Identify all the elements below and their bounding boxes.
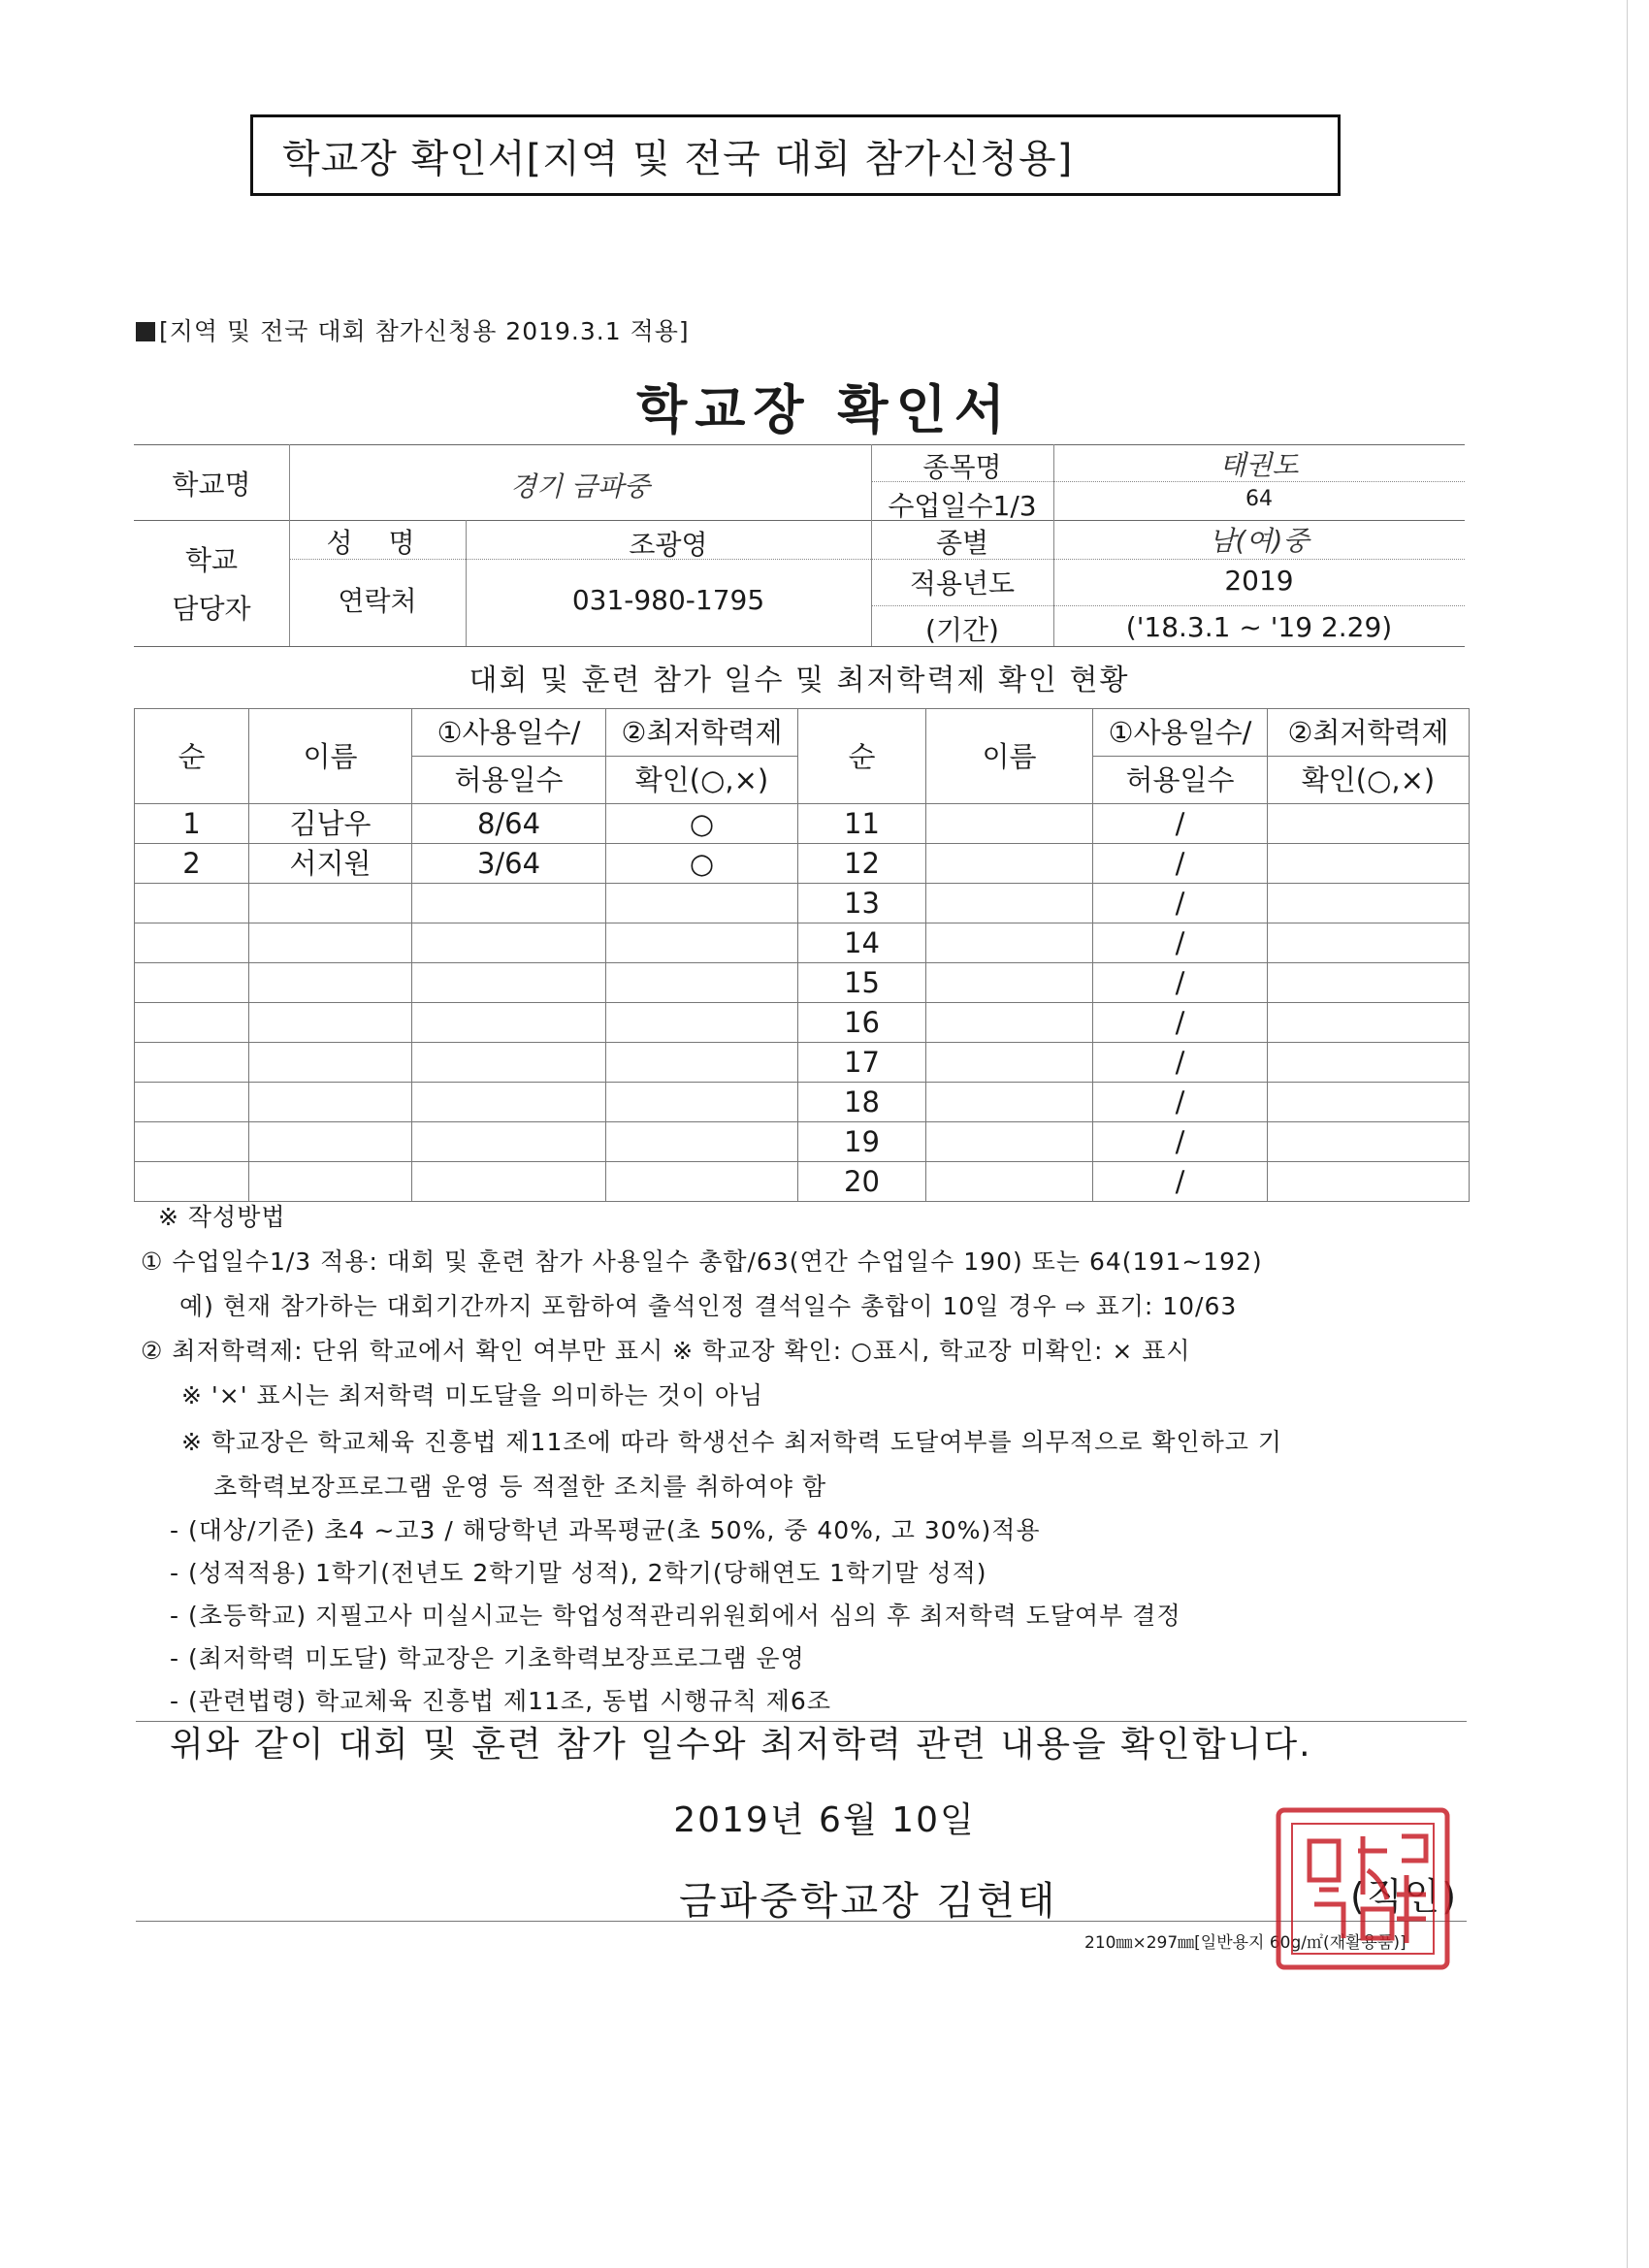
header-days-sub: 허용일수 (1093, 757, 1268, 804)
row-name (926, 884, 1093, 923)
row-seq: 1 (135, 804, 249, 844)
year-label: 적용년도 (909, 567, 1016, 599)
header-check-sub: 확인(○,×) (1268, 757, 1470, 804)
table-row (135, 963, 1470, 1003)
row-name (926, 963, 1093, 1003)
row-check (1268, 923, 1470, 963)
row-check: ○ (606, 844, 798, 884)
row-check (606, 1083, 798, 1122)
info-line (134, 646, 1465, 647)
school-value: 경기 금파중 (509, 470, 651, 502)
row-seq (135, 1122, 249, 1162)
principal-signature: 금파중학교장 김현태 (679, 1879, 1058, 1924)
participation-table (134, 708, 1470, 1202)
row-name (926, 804, 1093, 844)
row-days: / (1093, 963, 1268, 1003)
row-name (926, 1043, 1093, 1083)
row-name (249, 1043, 412, 1083)
row-days (412, 1162, 606, 1202)
row-check (1268, 884, 1470, 923)
note-line: - (최저학력 미도달) 학교장은 기초학력보장프로그램 운영 (170, 1644, 805, 1672)
row-name (249, 923, 412, 963)
row-seq (135, 1043, 249, 1083)
row-seq: 14 (798, 923, 926, 963)
apply-note-text: [지역 및 전국 대회 참가신청용 2019.3.1 적용] (159, 317, 690, 345)
row-check (1268, 1003, 1470, 1043)
note-line: - (대상/기준) 초4 ~고3 / 해당학년 과목평균(초 50%, 중 40%, 고 30%)적용 (170, 1516, 1041, 1544)
row-seq: 20 (798, 1162, 926, 1202)
separator-line (136, 1921, 1467, 1922)
name-label: 성 명 (326, 527, 429, 559)
row-days: 3/64 (412, 844, 606, 884)
row-days (412, 923, 606, 963)
note-line: - (성적적용) 1학기(전년도 2학기말 성적), 2학기(당해연도 1학기말 성적) (170, 1559, 987, 1587)
paper-spec: 210㎜×297㎜[일반용지 60g/㎡(재활용품)] (1084, 1933, 1406, 1953)
info-block (134, 444, 1465, 646)
row-name (926, 1122, 1093, 1162)
header-check-sub: 확인(○,×) (606, 757, 798, 804)
row-seq: 16 (798, 1003, 926, 1043)
row-seq: 2 (135, 844, 249, 884)
table-row (135, 923, 1470, 963)
square-bullet-icon (136, 322, 155, 341)
row-seq (135, 1162, 249, 1202)
header-seq: 순 (798, 709, 926, 804)
header-check: ②최저학력제 (1268, 709, 1470, 757)
row-name (249, 884, 412, 923)
manager-label-1: 학교 (184, 544, 239, 576)
official-seal-stamp (1271, 1802, 1455, 1975)
row-seq: 12 (798, 844, 926, 884)
row-days: / (1093, 1162, 1268, 1202)
row-name (249, 1122, 412, 1162)
row-seq (135, 1003, 249, 1043)
row-name (249, 1003, 412, 1043)
row-check (606, 1122, 798, 1162)
document-date: 2019년 6월 10일 (673, 1800, 976, 1840)
header-days: ①사용일수/ (1093, 709, 1268, 757)
confirmation-text: 위와 같이 대회 및 훈련 참가 일수와 최저학력 관련 내용을 확인합니다. (170, 1725, 1312, 1765)
table-row (135, 804, 1470, 844)
table-row (135, 1003, 1470, 1043)
info-dotted-line (871, 605, 1465, 606)
row-name (249, 1083, 412, 1122)
official-seal-label: (직인) (1350, 1875, 1459, 1918)
row-days: / (1093, 1083, 1268, 1122)
note-line: ② 최저학력제: 단위 학교에서 확인 여부만 표시 ※ 학교장 확인: ○표시, 학교장 미확인: × 표시 (141, 1337, 1191, 1365)
row-seq: 15 (798, 963, 926, 1003)
year-value: 2019 (1224, 565, 1294, 597)
row-days: 8/64 (412, 804, 606, 844)
row-days: / (1093, 804, 1268, 844)
name-value: 조광영 (629, 529, 708, 561)
period-value: ('18.3.1 ~ '19 2.29) (1125, 611, 1393, 643)
row-name (926, 844, 1093, 884)
row-days (412, 884, 606, 923)
header-days: ①사용일수/ (412, 709, 606, 757)
row-days: / (1093, 1043, 1268, 1083)
row-check (1268, 1162, 1470, 1202)
row-days: / (1093, 844, 1268, 884)
row-name (249, 1162, 412, 1202)
table-header-row-1 (135, 709, 1470, 757)
header-name: 이름 (926, 709, 1093, 804)
row-check (606, 923, 798, 963)
document-title: 학교장 확인서 (636, 379, 1013, 440)
note-line: - (관련법령) 학교체육 진흥법 제11조, 동법 시행규칙 제6조 (170, 1687, 831, 1715)
row-check (606, 1043, 798, 1083)
row-name (926, 1162, 1093, 1202)
days-value: 64 (1245, 487, 1273, 511)
row-seq (135, 963, 249, 1003)
row-seq (135, 1083, 249, 1122)
row-check (606, 884, 798, 923)
row-days: / (1093, 1003, 1268, 1043)
event-value: 태권도 (1219, 449, 1299, 481)
table-row (135, 844, 1470, 884)
header-days-sub: 허용일수 (412, 757, 606, 804)
row-days (412, 1003, 606, 1043)
row-check (1268, 1043, 1470, 1083)
row-days: / (1093, 1122, 1268, 1162)
row-name (926, 923, 1093, 963)
row-check (606, 1003, 798, 1043)
note-line: 예) 현재 참가하는 대회기간까지 포함하여 출석인정 결석일수 총합이 10일 경우 ⇨ 표기: 10/63 (179, 1292, 1238, 1320)
banner-title: 학교장 확인서[지역 및 전국 대회 참가신청용] (250, 114, 1341, 196)
row-seq: 17 (798, 1043, 926, 1083)
days-label: 수업일수1/3 (888, 490, 1037, 522)
header-seq: 순 (135, 709, 249, 804)
row-name (926, 1083, 1093, 1122)
row-days: / (1093, 923, 1268, 963)
apply-note (136, 312, 690, 347)
row-days (412, 1043, 606, 1083)
note-line: ※ 학교장은 학교체육 진흥법 제11조에 따라 학생선수 최저학력 도달여부를 의무적으로 확인하고 기 (181, 1428, 1283, 1456)
row-name (249, 963, 412, 1003)
row-check (1268, 963, 1470, 1003)
row-days (412, 1122, 606, 1162)
row-seq: 13 (798, 884, 926, 923)
page-edge (1627, 0, 1628, 2268)
period-label: (기간) (925, 614, 999, 646)
row-seq (135, 884, 249, 923)
school-label: 학교명 (172, 469, 251, 501)
row-days (412, 963, 606, 1003)
header-check: ②최저학력제 (606, 709, 798, 757)
notes-heading: ※ 작성방법 (158, 1203, 286, 1231)
row-days (412, 1083, 606, 1122)
table-row (135, 1083, 1470, 1122)
table-row (135, 1162, 1470, 1202)
table-row (135, 1043, 1470, 1083)
row-name: 서지원 (249, 844, 412, 884)
type-label: 종별 (935, 527, 989, 559)
row-check (1268, 804, 1470, 844)
event-label: 종목명 (922, 451, 1002, 483)
row-days: / (1093, 884, 1268, 923)
row-check (1268, 1122, 1470, 1162)
row-check: ○ (606, 804, 798, 844)
note-line: - (초등학교) 지필고사 미실시교는 학업성적관리위원회에서 심의 후 최저학력 도달여부 결정 (170, 1602, 1181, 1630)
type-value: 남(여)중 (1209, 525, 1310, 557)
note-line: ① 수업일수1/3 적용: 대회 및 훈련 참가 사용일수 총합/63(연간 수업일수 190) 또는 64(191~192) (141, 1247, 1263, 1276)
note-line: 초학력보장프로그램 운영 등 적절한 조치를 취하여야 함 (213, 1473, 827, 1501)
row-check (606, 963, 798, 1003)
note-line: ※ '×' 표시는 최저학력 미도달을 의미하는 것이 아님 (181, 1381, 764, 1409)
contact-value: 031-980-1795 (571, 584, 765, 616)
row-name: 김남우 (249, 804, 412, 844)
row-seq (135, 923, 249, 963)
row-seq: 11 (798, 804, 926, 844)
row-name (926, 1003, 1093, 1043)
row-check (1268, 1083, 1470, 1122)
table-row (135, 884, 1470, 923)
row-check (606, 1162, 798, 1202)
header-name: 이름 (249, 709, 412, 804)
section-title: 대회 및 훈련 참가 일수 및 최저학력제 확인 현황 (469, 664, 1130, 697)
row-seq: 19 (798, 1122, 926, 1162)
manager-label-2: 담당자 (172, 593, 251, 625)
row-seq: 18 (798, 1083, 926, 1122)
row-check (1268, 844, 1470, 884)
table-row (135, 1122, 1470, 1162)
contact-label: 연락처 (338, 585, 417, 617)
